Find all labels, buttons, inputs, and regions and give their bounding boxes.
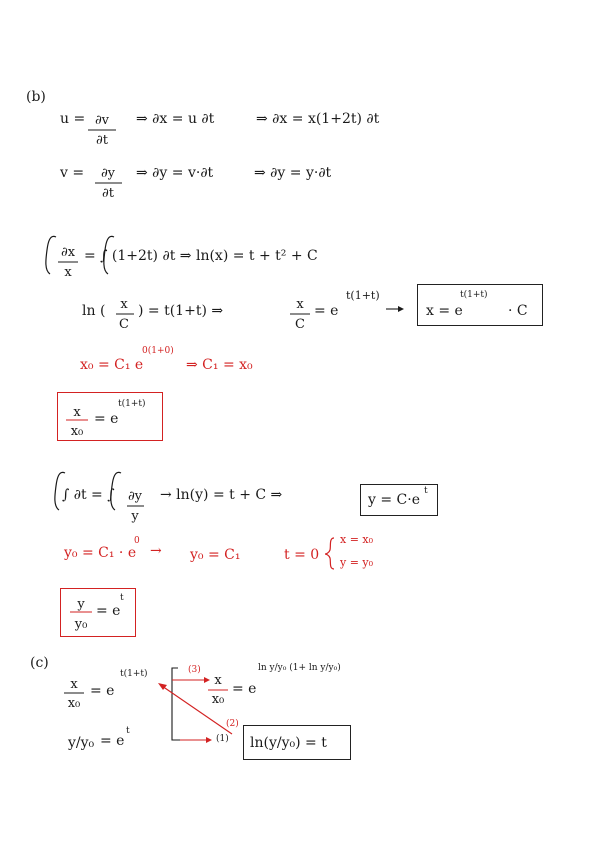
red-t0: t = 0: [284, 547, 320, 563]
red-x0-text1: x₀ = C₁ e: [80, 357, 144, 373]
int-x-den: x: [64, 265, 72, 280]
int-x-num: ∂x: [60, 245, 76, 260]
red-box-y-num: y: [77, 597, 85, 612]
int-x-rest: = ∫ (1+2t) ∂t ⇒ ln(x) = t + t² + C: [84, 248, 318, 264]
red-x0-text2: ⇒ C₁ = x₀: [186, 357, 253, 373]
red-cond-x: x = x₀: [340, 533, 374, 546]
int-x-line2-exp: t(1+t): [346, 289, 380, 302]
eq-v-lhs: v =: [60, 165, 85, 181]
red-y0-arrow: →: [150, 543, 162, 559]
c-eq2-rhs: = e: [100, 733, 125, 749]
eq-v-num: ∂y: [100, 166, 116, 181]
part-b-label: (b): [26, 89, 46, 105]
eq-u-num: ∂v: [94, 113, 110, 128]
int-y-den: y: [131, 509, 139, 524]
eq-u-step2: ⇒ ∂x = x(1+2t) ∂t: [256, 111, 380, 127]
red-box-y-rhs: = e: [96, 603, 121, 619]
c-step3-rhs: = e: [232, 681, 257, 697]
c-step3-num: x: [214, 673, 222, 688]
c-step2-label: (2): [226, 719, 239, 729]
int-y-text1: ∫ ∂t = ∫: [62, 487, 115, 503]
boxed-y-text: y = C·e: [368, 492, 420, 508]
eq-u-step1: ⇒ ∂x = u ∂t: [136, 111, 215, 127]
eq-v-step1: ⇒ ∂y = v·∂t: [136, 165, 214, 181]
int-x-line2-d: = e: [314, 303, 339, 319]
red-box-y-den: y₀: [74, 617, 88, 632]
boxed-x-rhs: · C: [508, 303, 528, 319]
int-x-line2-frac-den: C: [119, 317, 129, 332]
int-x-line2-c-den: C: [295, 317, 305, 332]
red-cond-y: y = y₀: [340, 556, 374, 569]
c-eq1-den: x₀: [67, 696, 81, 711]
c-eq1-num: x: [70, 677, 78, 692]
c-eq2-exp: t: [126, 726, 130, 736]
int-x-line2-c-num: x: [296, 297, 304, 312]
red-y0-exp: 0: [134, 536, 140, 546]
eq-v-step2: ⇒ ∂y = y·∂t: [254, 165, 332, 181]
red-box-x-den: x₀: [70, 424, 84, 439]
red-x0-exp: 0(1+0): [142, 346, 174, 356]
int-y-text2: → ln(y) = t + C ⇒: [160, 487, 283, 503]
red-y0-text1: y₀ = C₁ · e: [64, 545, 137, 561]
c-step3-den: x₀: [211, 692, 225, 707]
boxed-x-exp: t(1+t): [460, 290, 488, 300]
int-x-line2-b: ) = t(1+t) ⇒: [138, 303, 224, 319]
red-box-x-exp: t(1+t): [118, 399, 146, 409]
red-box-x-rhs: = e: [94, 411, 119, 427]
red-y0-text3: y₀ = C₁: [190, 547, 241, 563]
boxed-y-exp: t: [424, 486, 428, 496]
c-eq1-rhs: = e: [90, 683, 115, 699]
c-step3-exp: ln y/y₀ (1+ ln y/y₀): [258, 663, 341, 673]
int-y-num: ∂y: [127, 489, 143, 504]
c-step1-label: (1): [216, 734, 229, 744]
int-x-line2-a: ln (: [82, 303, 106, 319]
c-boxed-text: ln(y/y₀) = t: [250, 735, 327, 751]
c-step3-label: (3): [188, 665, 201, 675]
c-eq2-lhs: y/y₀: [68, 735, 95, 751]
boxed-x-lhs: x = e: [426, 303, 463, 319]
eq-u-den: ∂t: [96, 133, 108, 148]
part-c-label: (c): [30, 655, 49, 671]
eq-u-lhs: u =: [60, 111, 86, 127]
c-eq1-exp: t(1+t): [120, 669, 148, 679]
int-x-line2-frac-num: x: [120, 297, 128, 312]
eq-v-den: ∂t: [102, 186, 114, 201]
red-box-y-exp: t: [120, 593, 124, 603]
red-box-x-num: x: [73, 405, 81, 420]
